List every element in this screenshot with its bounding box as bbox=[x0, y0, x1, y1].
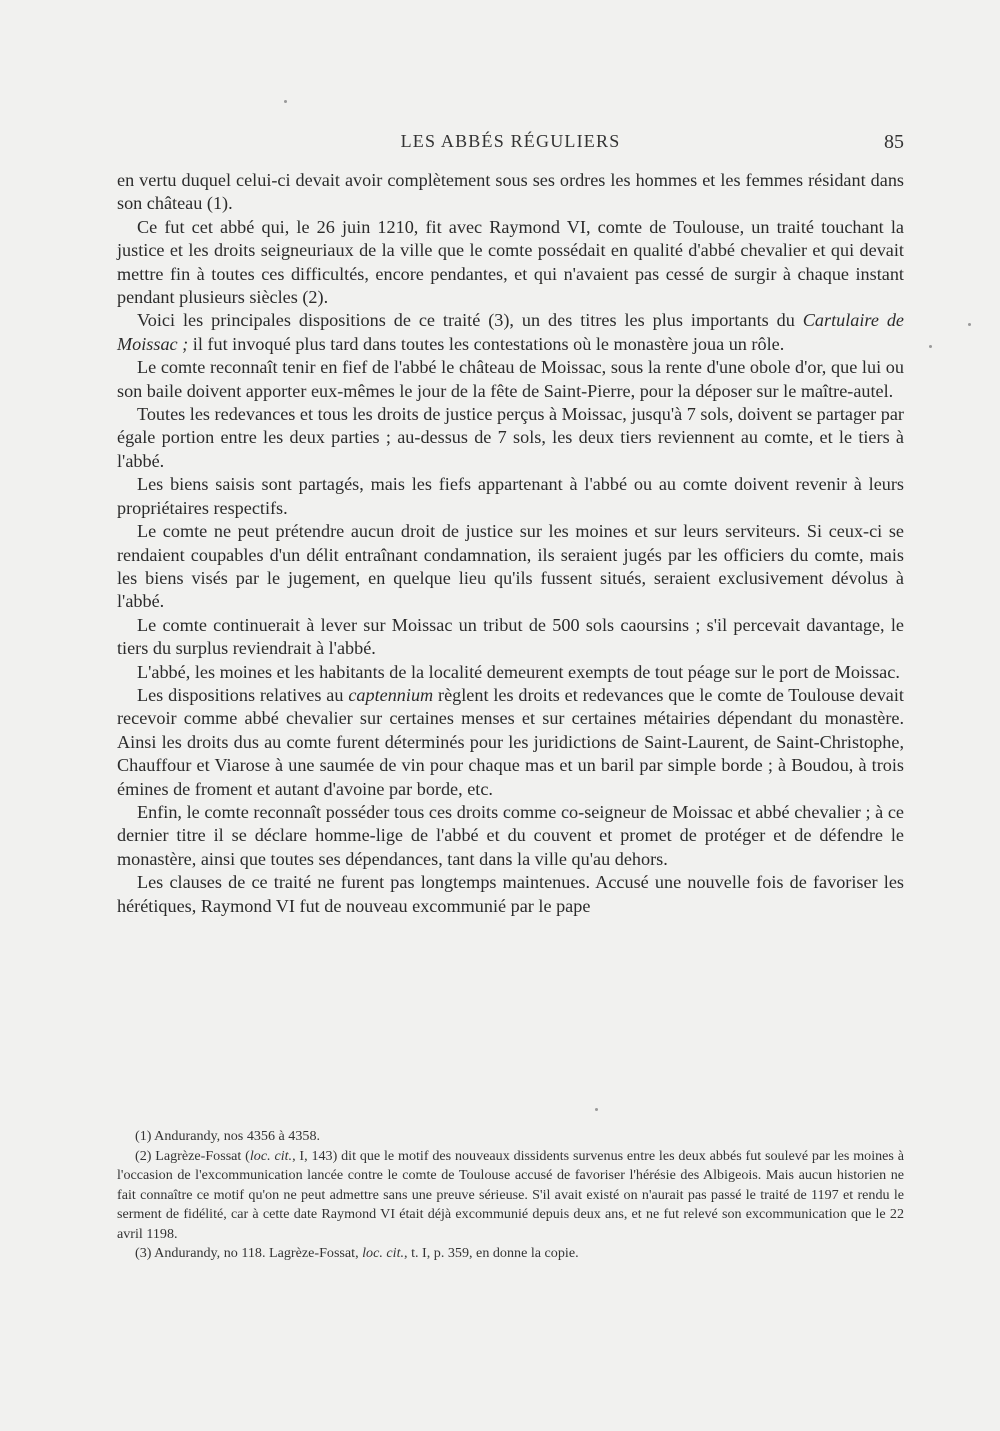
footnotes bbox=[117, 1127, 904, 1264]
paper-speck bbox=[968, 323, 971, 326]
paragraph: Ce fut cet abbé qui, le 26 juin 1210, fit avec Raymond VI, comte de Toulouse, un traité touchant la justice et les droits seigneuriaux de la ville que le comte possédait en qualité d'abbé chevalier et qui devait mettre fin à toutes ces difficultés, encore pendantes, et qui n'avaient pas cessé de surgir à chaque instant pendant plusieurs siècles (2). bbox=[117, 216, 904, 308]
paragraph: Le comte ne peut prétendre aucun droit de justice sur les moines et sur leurs serviteurs. Si ceux-ci se rendaient coupables d'un délit entraînant condamnation, ils seraient jugés par les officiers du comte, mais les biens visés par le jugement, en quelque lieu qu'ils fussent situés, seraient exclusivement dévolus à l'abbé. bbox=[117, 521, 904, 612]
paragraph: Toutes les redevances et tous les droits de justice perçus à Moissac, jusqu'à 7 sols, doivent se partager par égale portion entre les deux parties ; au-dessus de 7 sols, les deux tiers reviennent au comte, et le tiers à l'abbé. bbox=[117, 404, 904, 471]
paragraph: Le comte reconnaît tenir en fief de l'abbé le château de Moissac, sous la rente d'une obole d'or, que lui ou son baile doivent apporter eux-mêmes le jour de la fête de Saint-Pierre, pour la déposer sur le maître-autel. bbox=[117, 357, 904, 401]
paper-speck bbox=[929, 345, 932, 348]
italic-ref: loc. cit. bbox=[362, 1245, 405, 1261]
paragraph: Les biens saisis sont partagés, mais les fiefs appartenant à l'abbé ou au comte doivent revenir à leurs propriétaires respectifs. bbox=[117, 474, 904, 518]
page-number: 85 bbox=[884, 131, 904, 153]
paragraph: en vertu duquel celui-ci devait avoir complètement sous ses ordres les hommes et les femmes résidant dans son château (1). bbox=[117, 170, 904, 214]
paper-speck bbox=[595, 1108, 598, 1111]
italic-title: Cartulaire de Moissac ; bbox=[117, 310, 904, 354]
italic-ref: loc. cit. bbox=[249, 1147, 293, 1164]
footnote-text: , t. I, p. 359, en donne la copie. bbox=[404, 1245, 579, 1261]
footnote-3 bbox=[117, 1244, 904, 1264]
paragraph-text: Les dispositions relatives au bbox=[137, 684, 349, 705]
paragraph: Les clauses de ce traité ne furent pas longtemps maintenues. Accusé une nouvelle fois de favoriser les hérétiques, Raymond VI fut de nouveau excommunié par le pape bbox=[117, 872, 904, 916]
running-head: LES ABBÉS RÉGULIERS bbox=[400, 131, 621, 151]
paragraph bbox=[117, 309, 904, 356]
footnote-1: (1) Andurandy, nos 4356 à 4358. bbox=[135, 1128, 321, 1144]
paragraph: L'abbé, les moines et les habitants de la localité demeurent exempts de tout péage sur le port de Moissac. bbox=[137, 661, 900, 682]
paragraph: Le comte continuerait à lever sur Moissac un tribut de 500 sols caoursins ; s'il percevait davantage, le tiers du surplus reviendrait à l'abbé. bbox=[117, 614, 904, 659]
paragraph-text: il fut invoqué plus tard dans toutes les contestations où le monastère joua un rôle. bbox=[188, 333, 785, 354]
body-text bbox=[117, 169, 904, 918]
footnote-text: (2) Lagrèze-Fossat ( bbox=[135, 1147, 250, 1164]
footnote-text: (3) Andurandy, no 118. Lagrèze-Fossat, bbox=[135, 1245, 363, 1261]
paragraph bbox=[117, 684, 904, 801]
page-header bbox=[117, 131, 904, 155]
paragraph-text: Voici les principales dispositions de ce traité (3), un des titres les plus importants du bbox=[137, 310, 803, 331]
paper-speck bbox=[284, 100, 287, 103]
footnote-text: , I, 143) dit que le motif des nouveaux dissidents survenus entre les deux abbés fut soulevé par les moines à l'occasion de l'excommunication lancée contre le comte de Toulouse accusé de favoriser l'hérésie des Albigeois. Mais aucun historien ne fait connaître ce motif qu'on ne peut admettre sans une preuve sérieuse. S'il avait existé on n'aurait pas passé le traité de 1197 et rendu le serment de fidélité, car à cette date Raymond VI était déjà excommunié depuis deux ans, et ne fut relevé son excommunication que le 22 avril 1198. bbox=[117, 1147, 904, 1242]
paragraph-text: règlent les droits et redevances que le comte de Toulouse devait recevoir comme abbé chevalier sur certaines menses et sur certaines métairies dépendant du monastère. Ainsi les droits dus au comte furent déterminés pour les juridictions de Saint-Laurent, de Saint-Christophe, Chauffour et Viarose à une saumée de vin pour chaque mas et un baril par simple borde ; à Boudou, à trois émines de froment et autant d'avoine par borde, etc. bbox=[117, 684, 904, 799]
footnote-2 bbox=[117, 1147, 904, 1245]
paragraph: Enfin, le comte reconnaît posséder tous ces droits comme co-seigneur de Moissac et abbé chevalier ; à ce dernier titre il se déclare homme-lige de l'abbé et du couvent et promet de protéger et de défendre le monastère, ainsi que toutes ses dépendances, tant dans la ville qu'au dehors. bbox=[117, 801, 904, 869]
italic-term: captennium bbox=[348, 684, 434, 705]
